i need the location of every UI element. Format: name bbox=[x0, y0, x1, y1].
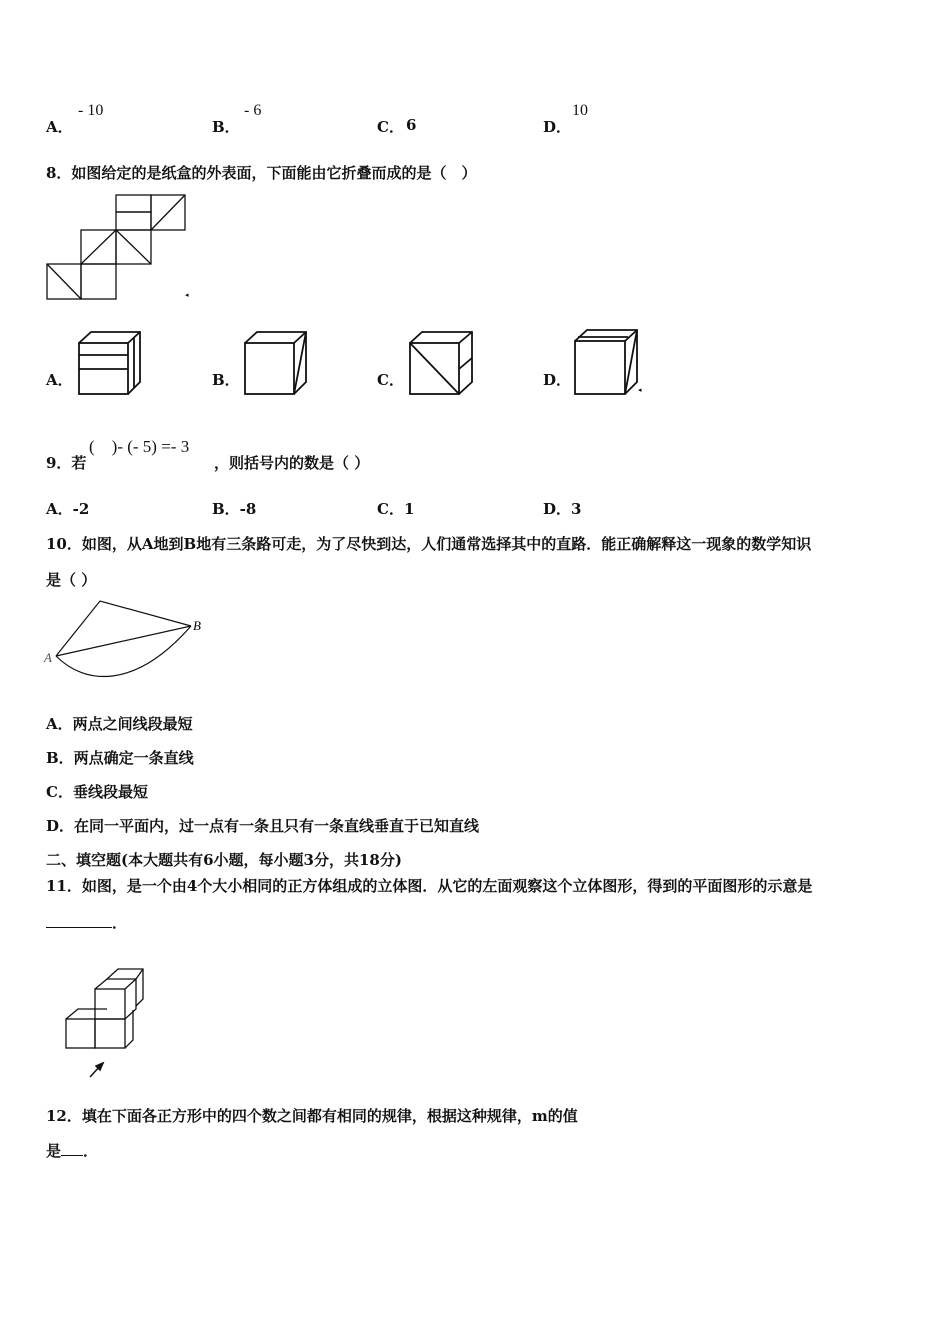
q9-option-a: A．-2 bbox=[46, 500, 90, 518]
q7-option-d-letter: D． bbox=[543, 118, 572, 136]
q12-stem-line1: 12．填在下面各正方形中的四个数之间都有相同的规律，根据这种规律，m的值 bbox=[46, 1107, 578, 1125]
q12-answer-blank[interactable] bbox=[61, 1141, 83, 1156]
q11-stem: 11．如图，是一个由4个大小相同的正方体组成的立体图．从它的左面观察这个立体图形，得到的平面图形的示意是 bbox=[46, 877, 813, 895]
q7-option-c-letter: C． bbox=[377, 118, 404, 136]
q9-option-b: B．-8 bbox=[212, 500, 257, 518]
q9-option-c: C．1 bbox=[377, 500, 415, 518]
q10-stem-line1: 10．如图，从A地到B地有三条路可走，为了尽快到达，人们通常选择其中的直路．能正确解释这一现象的数学知识 bbox=[46, 535, 812, 553]
q10-stem-line2: 是（ ） bbox=[46, 571, 97, 589]
q8-option-b-label: B． bbox=[212, 371, 240, 389]
q7-option-a-value: - 10 bbox=[78, 102, 104, 119]
svg-text:◂: ◂ bbox=[638, 386, 642, 394]
q12-answer-line: 是 ． bbox=[46, 1142, 99, 1160]
svg-text:◂: ◂ bbox=[185, 291, 189, 299]
q8-stem: 8．如图给定的是纸盒的外表面，下面能由它折叠而成的是（ ） bbox=[46, 164, 477, 182]
q10-point-a: A bbox=[44, 650, 52, 665]
q11-view-arrow-icon bbox=[90, 1063, 103, 1077]
q11-answer-line: ． bbox=[46, 912, 127, 933]
section-heading: 二、填空题(本大题共有6小题，每小题3分，共18分) bbox=[46, 851, 402, 869]
q10-option-a: A．两点之间线段最短 bbox=[46, 715, 193, 733]
q9-suffix: ，则括号内的数是（ ） bbox=[214, 454, 370, 472]
q8-option-d-label: D． bbox=[543, 371, 572, 389]
q10-option-b: B．两点确定一条直线 bbox=[46, 749, 194, 767]
q7-option-c-value: 6 bbox=[406, 116, 417, 134]
q7-option-b-letter: B． bbox=[212, 118, 240, 136]
q7-option-b-value: - 6 bbox=[244, 102, 262, 119]
q8-option-c-label: C． bbox=[377, 371, 404, 389]
q10-option-c: C．垂线段最短 bbox=[46, 783, 148, 801]
q9-option-d: D．3 bbox=[543, 500, 582, 518]
q10-point-b: B bbox=[193, 618, 201, 633]
q9-prefix: 9．若 bbox=[46, 454, 87, 472]
q10-option-d: D．在同一平面内，过一点有一条且只有一条直线垂直于已知直线 bbox=[46, 817, 480, 835]
q8-option-a-label: A． bbox=[46, 371, 73, 389]
q7-option-d-value: 10 bbox=[572, 102, 588, 119]
q7-option-a-letter: A． bbox=[46, 118, 73, 136]
q9-expression: ( )- (- 5) =- 3 bbox=[89, 437, 190, 456]
